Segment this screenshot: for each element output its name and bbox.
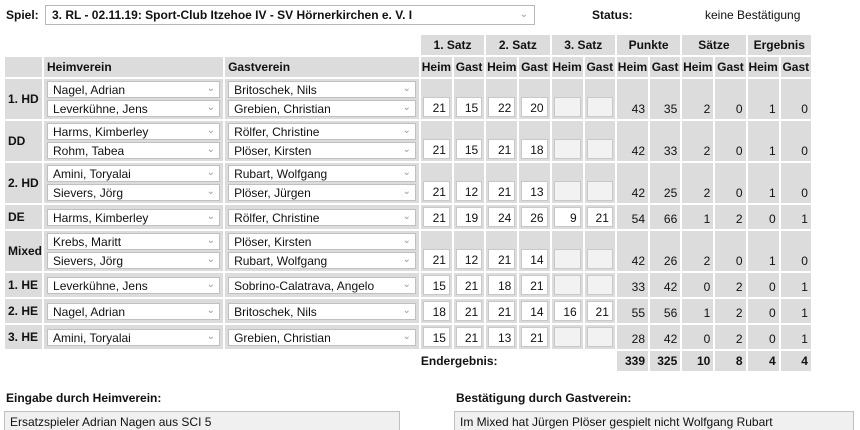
header-gastverein: Gastverein: [225, 57, 419, 77]
player-name: Amini, Toryalai: [53, 330, 131, 345]
punkte-gast: 26: [650, 231, 680, 271]
satz3-gast-input[interactable]: [587, 275, 613, 295]
satz3-heim-input[interactable]: [554, 327, 581, 347]
satz3-heim-input[interactable]: [554, 139, 581, 159]
home-comment-text: Ersatzspieler Adrian Nagen aus SCI 5: [10, 415, 212, 429]
ergebnis-heim: 0: [748, 325, 779, 349]
spiel-select-value: 3. RL - 02.11.19: Sport-Club Itzehoe IV - SV Hörnerkirchen e. V. I: [52, 8, 413, 22]
satz1-gast-input[interactable]: 21: [456, 327, 482, 347]
satz2-heim-input[interactable]: 18: [488, 275, 515, 295]
satz3-gast-input[interactable]: 21: [587, 207, 613, 227]
satz2-gast-input[interactable]: 14: [521, 301, 547, 321]
header-satz3: 3. Satz: [552, 35, 615, 55]
ergebnis-gast: 0: [781, 163, 811, 203]
saetze-heim: 2: [682, 121, 713, 161]
header-heimverein: Heimverein: [44, 57, 223, 77]
player-name: Nagel, Adrian: [53, 83, 126, 97]
header-heim: Heim: [617, 57, 648, 77]
ergebnis-gast: 0: [781, 121, 811, 161]
chevron-down-icon: ⌄: [402, 83, 411, 94]
satz1-heim-input[interactable]: 21: [423, 249, 450, 269]
saetze-gast: 2: [715, 205, 745, 229]
match-label: 3. HE: [5, 325, 42, 349]
punkte-heim: 33: [617, 273, 648, 297]
ergebnis-heim: 1: [748, 79, 779, 119]
chevron-down-icon: ⌄: [402, 167, 411, 178]
chevron-down-icon: ⌄: [206, 83, 216, 94]
chevron-down-icon: ⌄: [206, 144, 216, 155]
satz2-heim-input[interactable]: 21: [488, 249, 515, 269]
guest-player-select[interactable]: [228, 303, 416, 320]
chevron-down-icon: ⌄: [206, 235, 216, 246]
chevron-down-icon: ⌄: [402, 330, 411, 342]
home-player-select[interactable]: [47, 252, 220, 269]
satz3-heim-input[interactable]: [554, 181, 581, 201]
match-label: 2. HD: [5, 163, 42, 203]
satz1-heim-input[interactable]: 15: [423, 327, 450, 347]
satz1-gast-input[interactable]: 15: [456, 97, 482, 117]
punkte-heim: 55: [617, 299, 648, 323]
ergebnis-gast: 0: [781, 79, 811, 119]
ergebnis-heim: 0: [748, 299, 779, 323]
player-name: Rohm, Tabea: [53, 144, 125, 158]
punkte-heim: 42: [617, 121, 648, 161]
total-ergebnis-heim: 4: [748, 351, 779, 371]
punkte-gast: 35: [650, 79, 680, 119]
ergebnis-gast: 1: [781, 205, 811, 229]
guest-player-select[interactable]: [228, 233, 416, 250]
header-heim: Heim: [682, 57, 713, 77]
chevron-down-icon: ⌄: [402, 278, 411, 290]
chevron-down-icon: ⌄: [402, 210, 411, 222]
saetze-heim: 0: [682, 273, 713, 297]
chevron-down-icon: ⌄: [206, 125, 216, 136]
home-comment-field[interactable]: [4, 411, 400, 430]
total-saetze-gast: 8: [715, 351, 745, 371]
guest-player-select[interactable]: [228, 81, 416, 98]
chevron-down-icon: ⌄: [402, 235, 411, 246]
chevron-down-icon: ⌄: [402, 304, 411, 316]
player-name: Krebs, Maritt: [53, 235, 122, 249]
punkte-gast: 33: [650, 121, 680, 161]
match-row: [5, 163, 858, 203]
home-player-select[interactable]: [47, 100, 220, 117]
home-player-select[interactable]: [47, 142, 220, 159]
player-name: Nagel, Adrian: [53, 304, 126, 319]
player-name: Rölfer, Christine: [234, 210, 320, 225]
satz1-gast-input[interactable]: 12: [456, 181, 482, 201]
satz1-heim-input[interactable]: 15: [423, 275, 450, 295]
home-player-select[interactable]: [47, 209, 220, 226]
guest-player-select[interactable]: [228, 277, 416, 294]
satz2-gast-input[interactable]: 21: [521, 275, 547, 295]
total-ergebnis-gast: 4: [781, 351, 811, 371]
chevron-down-icon: ⌄: [206, 304, 216, 316]
match-row: [5, 121, 858, 161]
satz1-heim-input[interactable]: 18: [423, 301, 450, 321]
header-gast: Gast: [781, 57, 811, 77]
satz2-heim-input[interactable]: 21: [488, 301, 515, 321]
chevron-down-icon: ⌄: [402, 254, 411, 265]
saetze-heim: 2: [682, 163, 713, 203]
player-name: Harms, Kimberley: [53, 125, 149, 139]
spiel-label: Spiel:: [6, 8, 39, 22]
chevron-down-icon: ⌄: [402, 125, 411, 136]
match-row: [5, 299, 858, 323]
ergebnis-gast: 0: [781, 231, 811, 271]
match-label: 2. HE: [5, 299, 42, 323]
player-name: Rubart, Wolfgang: [234, 167, 328, 181]
satz2-gast-input[interactable]: 20: [521, 97, 547, 117]
satz3-heim-input[interactable]: [554, 249, 581, 269]
saetze-heim: 0: [682, 325, 713, 349]
header-heim: Heim: [421, 57, 452, 77]
punkte-gast: 42: [650, 273, 680, 297]
match-label: 1. HE: [5, 273, 42, 297]
satz1-heim-input[interactable]: 21: [423, 139, 450, 159]
guest-player-select[interactable]: [228, 142, 416, 159]
saetze-gast: 2: [715, 299, 745, 323]
ergebnis-heim: 1: [748, 163, 779, 203]
player-name: Grebien, Christian: [234, 102, 331, 116]
player-name: Britoschek, Nils: [234, 304, 317, 319]
guest-comment-label: Bestätigung durch Gastverein:: [456, 391, 632, 405]
saetze-gast: 0: [715, 79, 745, 119]
chevron-down-icon: ⌄: [402, 144, 411, 155]
guest-player-select[interactable]: [228, 252, 416, 269]
guest-player-select[interactable]: [228, 100, 416, 117]
saetze-gast: 0: [715, 163, 745, 203]
satz3-heim-input[interactable]: 16: [554, 301, 581, 321]
satz3-gast-input[interactable]: [587, 249, 613, 269]
player-name: Plöser, Jürgen: [234, 186, 311, 200]
player-name: Grebien, Christian: [234, 330, 331, 345]
header-ergebnis: Ergebnis: [748, 35, 811, 55]
header-satz2: 2. Satz: [486, 35, 549, 55]
chevron-down-icon: ⌄: [402, 186, 411, 197]
match-label: DE: [5, 205, 42, 229]
header-gast: Gast: [650, 57, 680, 77]
satz2-gast-input[interactable]: 14: [521, 249, 547, 269]
header-heim: Heim: [748, 57, 779, 77]
saetze-heim: 1: [682, 299, 713, 323]
guest-comment-field[interactable]: [454, 411, 854, 430]
ergebnis-heim: 1: [748, 231, 779, 271]
saetze-heim: 2: [682, 79, 713, 119]
spiel-select[interactable]: [45, 5, 535, 25]
player-name: Amini, Toryalai: [53, 167, 131, 181]
home-player-select[interactable]: [47, 81, 220, 98]
player-name: Leverkühne, Jens: [53, 278, 148, 293]
satz2-gast-input[interactable]: 21: [521, 327, 547, 347]
player-name: Sievers, Jörg: [53, 254, 124, 268]
total-punkte-gast: 325: [650, 351, 680, 371]
punkte-heim: 43: [617, 79, 648, 119]
guest-player-select[interactable]: [228, 184, 416, 201]
home-player-select[interactable]: [47, 233, 220, 250]
guest-player-select[interactable]: [228, 165, 416, 182]
satz1-gast-input[interactable]: 19: [456, 207, 482, 227]
satz3-gast-input[interactable]: [587, 97, 613, 117]
punkte-gast: 42: [650, 325, 680, 349]
saetze-gast: 2: [715, 273, 745, 297]
status-value: keine Bestätigung: [705, 8, 801, 22]
match-row: [5, 231, 858, 271]
punkte-heim: 42: [617, 231, 648, 271]
home-player-select[interactable]: [47, 303, 220, 320]
punkte-heim: 42: [617, 163, 648, 203]
satz1-heim-input[interactable]: 21: [423, 207, 450, 227]
chevron-down-icon: ⌄: [402, 102, 411, 113]
guest-player-select[interactable]: [228, 209, 416, 226]
chevron-down-icon: ⌄: [519, 9, 528, 20]
home-player-select[interactable]: [47, 329, 220, 346]
satz2-heim-input[interactable]: 13: [488, 327, 515, 347]
saetze-gast: 2: [715, 325, 745, 349]
satz2-heim-input[interactable]: 21: [488, 181, 515, 201]
match-label: DD: [5, 121, 42, 161]
status-label: Status:: [592, 8, 633, 22]
satz2-heim-input[interactable]: 24: [488, 207, 515, 227]
satz3-gast-input[interactable]: [587, 139, 613, 159]
player-name: Plöser, Kirsten: [234, 235, 312, 249]
header-heim: Heim: [552, 57, 583, 77]
punkte-gast: 25: [650, 163, 680, 203]
match-table: [3, 33, 860, 373]
player-name: Sobrino-Calatrava, Angelo: [234, 278, 375, 293]
chevron-down-icon: ⌄: [206, 254, 216, 265]
header-heim: Heim: [486, 57, 517, 77]
player-name: Britoschek, Nils: [234, 83, 317, 97]
satz1-gast-input[interactable]: 21: [456, 301, 482, 321]
player-name: Harms, Kimberley: [53, 210, 149, 225]
match-row: [5, 205, 858, 229]
total-saetze-heim: 10: [682, 351, 713, 371]
ergebnis-heim: 0: [748, 273, 779, 297]
total-punkte-heim: 339: [617, 351, 648, 371]
player-name: Rölfer, Christine: [234, 125, 320, 139]
chevron-down-icon: ⌄: [206, 102, 216, 113]
home-player-select[interactable]: [47, 165, 220, 182]
total-label: Endergebnis:: [420, 354, 498, 368]
satz2-heim-input[interactable]: 22: [488, 97, 515, 117]
punkte-heim: 54: [617, 205, 648, 229]
player-name: Rubart, Wolfgang: [234, 254, 328, 268]
satz1-gast-input[interactable]: 21: [456, 275, 482, 295]
home-player-select[interactable]: [47, 184, 220, 201]
match-label: 1. HD: [5, 79, 42, 119]
header-satz1: 1. Satz: [421, 35, 484, 55]
satz1-gast-input[interactable]: 15: [456, 139, 482, 159]
satz3-heim-input[interactable]: [554, 97, 581, 117]
ergebnis-gast: 1: [781, 273, 811, 297]
guest-comment-text: Im Mixed hat Jürgen Plöser gespielt nicht Wolfgang Rubart: [460, 415, 773, 429]
chevron-down-icon: ⌄: [206, 186, 216, 197]
header-gast: Gast: [585, 57, 615, 77]
satz1-heim-input[interactable]: 21: [423, 181, 450, 201]
match-label: Mixed: [5, 231, 42, 271]
header-gast: Gast: [519, 57, 549, 77]
saetze-heim: 1: [682, 205, 713, 229]
guest-player-select[interactable]: [228, 123, 416, 140]
satz3-gast-input[interactable]: [587, 327, 613, 347]
home-player-select[interactable]: [47, 277, 220, 294]
player-name: Plöser, Kirsten: [234, 144, 312, 158]
header-saetze: Sätze: [682, 35, 745, 55]
header-punkte: Punkte: [617, 35, 680, 55]
satz3-heim-input[interactable]: [554, 275, 581, 295]
match-row: [5, 325, 858, 349]
header-gast: Gast: [715, 57, 745, 77]
satz3-gast-input[interactable]: [587, 181, 613, 201]
satz2-gast-input[interactable]: 13: [521, 181, 547, 201]
satz1-heim-input[interactable]: 21: [423, 97, 450, 117]
match-row: [5, 273, 858, 297]
chevron-down-icon: ⌄: [206, 278, 216, 290]
satz2-gast-input[interactable]: 18: [521, 139, 547, 159]
home-comment-label: Eingabe durch Heimverein:: [6, 391, 162, 405]
punkte-heim: 28: [617, 325, 648, 349]
player-name: Sievers, Jörg: [53, 186, 124, 200]
chevron-down-icon: ⌄: [206, 167, 216, 178]
ergebnis-gast: 1: [781, 325, 811, 349]
satz2-gast-input[interactable]: 26: [521, 207, 547, 227]
satz3-gast-input[interactable]: 21: [587, 301, 613, 321]
saetze-gast: 0: [715, 121, 745, 161]
guest-player-select[interactable]: [228, 329, 416, 346]
match-row: [5, 79, 858, 119]
ergebnis-heim: 1: [748, 121, 779, 161]
header-bar: [0, 4, 860, 28]
chevron-down-icon: ⌄: [206, 210, 216, 222]
satz2-heim-input[interactable]: 21: [488, 139, 515, 159]
chevron-down-icon: ⌄: [206, 330, 216, 342]
ergebnis-heim: 0: [748, 205, 779, 229]
home-player-select[interactable]: [47, 123, 220, 140]
header-gast: Gast: [454, 57, 484, 77]
saetze-heim: 2: [682, 231, 713, 271]
satz3-heim-input[interactable]: 9: [554, 207, 581, 227]
player-name: Leverkühne, Jens: [53, 102, 148, 116]
ergebnis-gast: 1: [781, 299, 811, 323]
saetze-gast: 0: [715, 231, 745, 271]
punkte-gast: 66: [650, 205, 680, 229]
satz1-gast-input[interactable]: 12: [456, 249, 482, 269]
punkte-gast: 56: [650, 299, 680, 323]
